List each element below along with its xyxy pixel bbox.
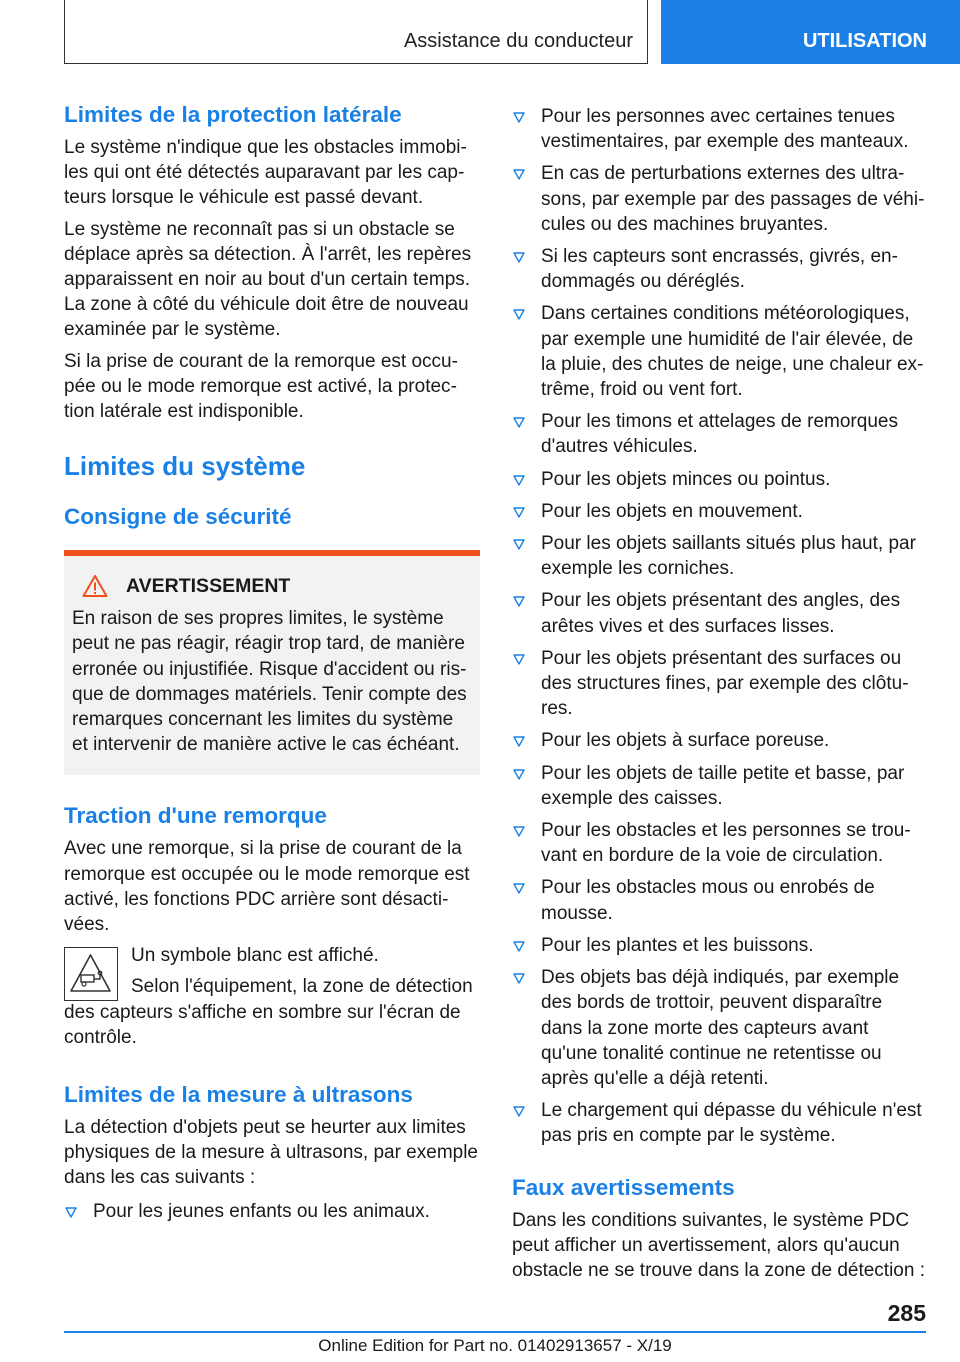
list-item: Pour les jeunes enfants ou les animaux.	[64, 1199, 480, 1224]
bullet-triangle-icon	[513, 252, 525, 263]
header-section-title: Assistance du conducteur	[403, 30, 633, 52]
bullet-triangle-icon	[513, 417, 525, 428]
bullet-triangle-icon	[513, 309, 525, 320]
header-chapter-title: UTILISATION	[802, 30, 927, 52]
false-warnings-paragraph: Dans les conditions suivantes, le système PDC peut afficher un avertissement, alors qu'aucun obstacle ne se trouve dans la zone de détection :	[512, 1209, 925, 1281]
system-limits-heading: Limites du système	[64, 451, 306, 482]
warning-label: AVERTISSEMENT	[126, 574, 291, 597]
footer-divider	[64, 1331, 926, 1333]
lateral-heading: Limites de la protection latérale	[64, 102, 402, 127]
warning-triangle-icon	[82, 574, 108, 598]
safety-heading: Consigne de sécurité	[64, 504, 292, 530]
false-warnings-heading: Faux avertissements	[512, 1174, 735, 1200]
trailer-symbol-row	[64, 943, 480, 1050]
lateral-paragraph-3: Si la prise de courant de la remorque est occupée ou le mode remorque est activé, la protection latérale est indisponible.	[64, 350, 458, 423]
list-item: Pour les objets en mouvement.	[512, 499, 928, 524]
bullet-triangle-icon	[513, 883, 525, 894]
bullet-triangle-icon	[513, 826, 525, 837]
list-item: Pour les timons et attelages de remorques d'autres véhicules.	[512, 409, 928, 459]
ultrasonic-paragraph: La détection d'objets peut se heurter aux limites physiques de la mesure à ultrasons, par exemple dans les cas suivants :	[64, 1117, 479, 1189]
list-item: Pour les objets minces ou pointus.	[512, 467, 928, 492]
bullet-triangle-icon	[513, 475, 525, 486]
header-section-box	[64, 0, 648, 64]
trailer-heading: Traction d'une remorque	[64, 803, 327, 829]
list-item: Pour les obstacles mous ou enrobés de mousse.	[512, 875, 928, 925]
list-item: Pour les objets présentant des surfaces ou des structures fines, par exemple des clôtures.	[512, 646, 928, 722]
lateral-paragraph-2: Le système ne reconnaît pas si un obstacle se déplace après sa détection. À l'arrêt, les repères apparaissent en noir au bout d'un certain temps. La zone à côté du véhicule doit être de nouveau examinée par le système.	[64, 218, 472, 341]
bullet-triangle-icon	[65, 1207, 77, 1218]
bullet-triangle-icon	[513, 736, 525, 747]
bullet-triangle-icon	[513, 539, 525, 550]
list-item: Pour les personnes avec certaines tenues vestimentaires, par exemple des manteaux.	[512, 104, 928, 154]
bullet-triangle-icon	[513, 941, 525, 952]
list-item: Pour les plantes et les buissons.	[512, 933, 928, 958]
left-column	[64, 100, 480, 1224]
page-number: 285	[887, 1300, 926, 1326]
bullet-triangle-icon	[513, 507, 525, 518]
bullet-triangle-icon	[513, 973, 525, 984]
list-item: Pour les objets présentant des angles, des arêtes vives et des surfaces lisses.	[512, 588, 928, 638]
lateral-paragraph-1: Le système n'indique que les obstacles immobiles qui ont été détectés auparavant par les capteurs lorsque le véhicule est passé devant.	[64, 137, 467, 209]
warning-text: En raison de ses propres limites, le système peut ne pas réagir, réagir trop tard, de manière erronée ou injustifiée. Risque d'accident ou risque de dommages matériels. Tenir compte des remarques concernant les limites du système et intervenir de manière active le cas échéant.	[72, 608, 467, 756]
bullet-triangle-icon	[513, 112, 525, 123]
list-item: Si les capteurs sont encrassés, givrés, endommagés ou déréglés.	[512, 244, 928, 294]
list-item: Pour les objets saillants situés plus haut, par exemple les corniches.	[512, 531, 928, 581]
warning-box	[64, 550, 480, 775]
list-item: En cas de perturbations externes des ultrasons, par exemple par des passages de véhicules ou des machines bruyantes.	[512, 161, 928, 237]
bullet-triangle-icon	[513, 169, 525, 180]
footer-edition: Online Edition for Part no. 01402913657 - X/19	[318, 1336, 672, 1355]
right-column	[512, 104, 928, 1283]
limitations-list	[512, 104, 928, 1149]
bullet-triangle-icon	[513, 596, 525, 607]
list-item: Pour les obstacles et les personnes se trouvant en bordure de la voie de circulation.	[512, 818, 928, 868]
symbol-paragraph-2: Selon l'équipement, la zone de détection des capteurs s'affiche en sombre sur l'écran de contrôle.	[64, 976, 473, 1048]
bullet-triangle-icon	[513, 1106, 525, 1117]
warning-header	[72, 574, 472, 598]
list-item: Pour les objets de taille petite et basse, par exemple des caisses.	[512, 761, 928, 811]
bullet-triangle-icon	[513, 769, 525, 780]
ultrasonic-list	[64, 1199, 480, 1224]
list-item: Dans certaines conditions météorologiques, par exemple une humidité de l'air élevée, de la pluie, des chutes de neige, une chaleur extrême, froid ou vent fort.	[512, 301, 928, 402]
trailer-paragraph: Avec une remorque, si la prise de courant de la remorque est occupée ou le mode remorque est activé, les fonctions PDC arrière sont désactivées.	[64, 838, 470, 936]
list-item: Pour les objets à surface poreuse.	[512, 728, 928, 753]
ultrasonic-heading: Limites de la mesure à ultrasons	[64, 1082, 413, 1108]
trailer-symbol-icon	[64, 947, 118, 1001]
list-item: Le chargement qui dépasse du véhicule n'est pas pris en compte par le système.	[512, 1098, 928, 1148]
bullet-triangle-icon	[513, 654, 525, 665]
list-item: Des objets bas déjà indiqués, par exemple des bords de trottoir, peuvent disparaître dans la zone morte des capteurs avant qu'une tonalité continue ne retentisse ou après qu'elle a déjà retenti.	[512, 965, 928, 1091]
symbol-paragraph-1: Un symbole blanc est affiché.	[131, 945, 379, 967]
header-chapter-tab	[661, 0, 960, 64]
